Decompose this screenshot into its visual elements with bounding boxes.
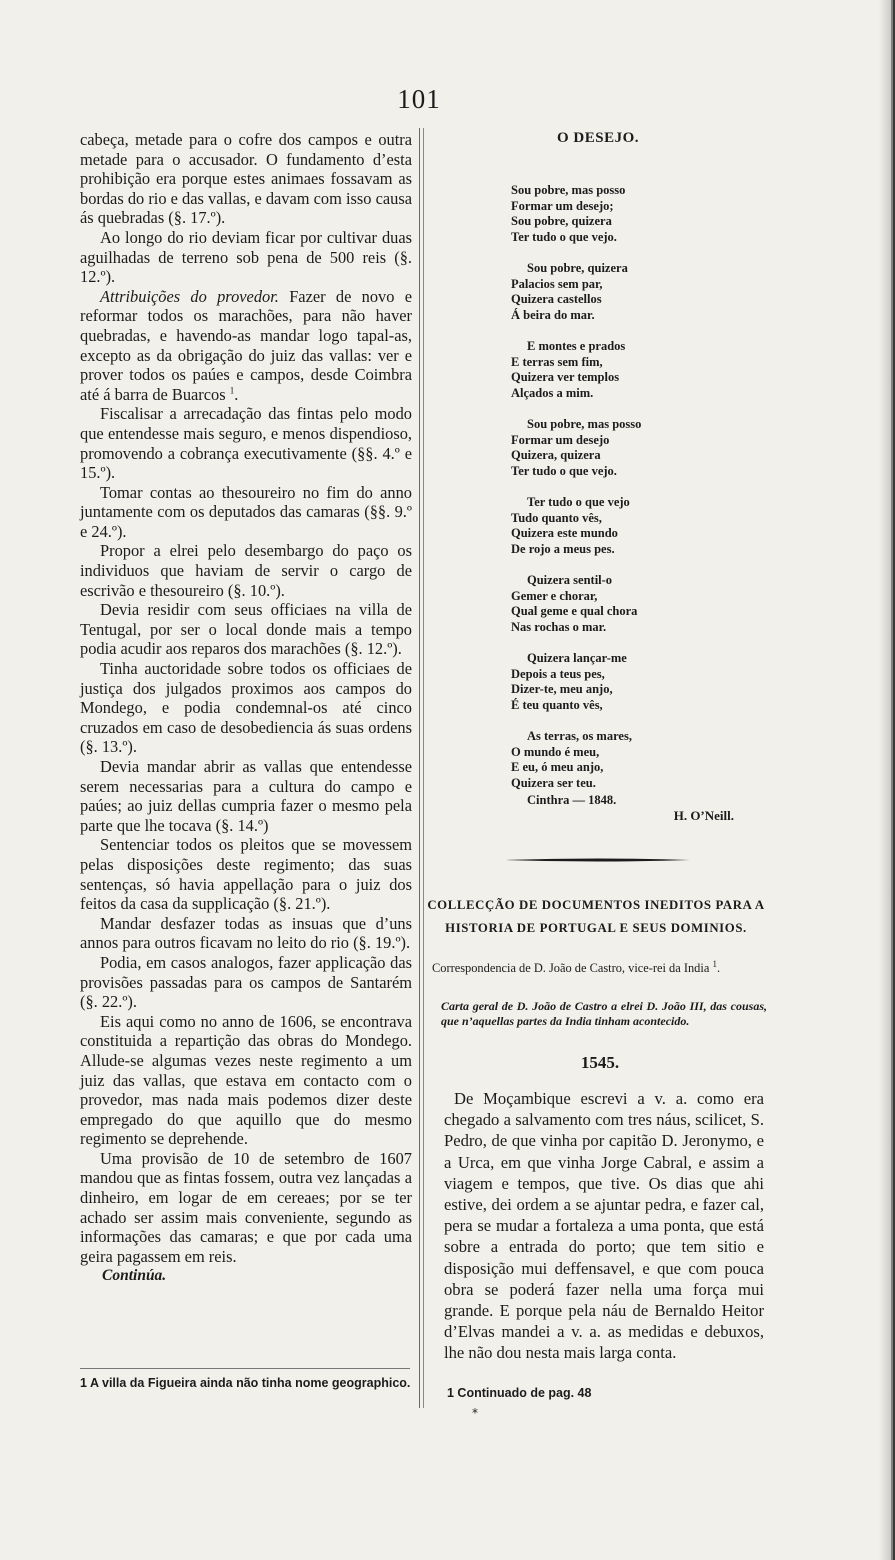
asterisk-mark: *	[472, 1406, 478, 1420]
page-number: 101	[397, 84, 441, 114]
poem-line: Sou pobre, mas posso	[527, 417, 642, 431]
left-paragraph-text: Fazer de novo e reformar todos os marachões, para não haver quebradas, e havendo-as mandar logo tapal-as, excepto as da obrigação do juiz das vallas: ver e prover todos os paúes e campos, desde Coimbra até á barra de Buarcos	[80, 286, 413, 404]
correspondence-line: Correspondencia de D. João de Castro, vice-rei da India $^1$.	[432, 958, 721, 975]
poem-line: Gemer e chorar,	[511, 588, 598, 603]
poem-stanza	[511, 729, 764, 791]
footnote-rule-left	[80, 1368, 410, 1369]
poem-line: Palacios sem par,	[511, 276, 603, 291]
column-divider	[419, 128, 420, 1408]
poem-date: Cinthra — 1848.	[527, 793, 617, 807]
poem-line: Ter tudo o que vejo	[527, 495, 630, 509]
poem-title: O DESEJO.	[556, 130, 640, 146]
poem-stanza	[511, 651, 764, 713]
letter-year: 1545.	[580, 1053, 620, 1072]
footnote-marker: 1	[229, 385, 235, 396]
left-paragraph: Propor a elrei pelo desembargo do paço os individuos que haviam de servir o cargo de escrivão e thesoureiro (§. 10.º).	[80, 541, 412, 600]
poem-line: Ter tudo o que vejo.	[511, 463, 617, 478]
left-paragraph: Devia mandar abrir as vallas que entendesse serem necessarias para a cultura do campo e paúes; ao juiz dellas cumpria fazer o mesmo pela parte que lhe tocava (§. 14.º)	[80, 757, 412, 835]
poem-stanza	[511, 339, 764, 401]
poem-line: Quizera ser teu.	[511, 775, 596, 790]
left-paragraph: Fiscalisar a arrecadação das fintas pelo modo que entendesse mais seguro, e menos dispendioso, promovendo a cobrança executivamente (§§. 4.º e 15.º).	[80, 404, 412, 483]
letter-heading: Carta geral de D. João de Castro a elrei D. João III, das cousas, que n’aquellas partes da India tinham acontecido.	[441, 999, 767, 1028]
ornamental-rule	[506, 857, 690, 863]
poem-stanza	[511, 495, 764, 557]
poem-line: E eu, ó meu anjo,	[511, 760, 604, 774]
footnote-right: 1 Continuado de pag. 48	[447, 1386, 592, 1400]
left-paragraph: Tinha auctoridade sobre todos os officiaes de justiça dos julgados proximos aos campos do Mondego, e podia condemnal-os até cinco cruzados em caso de desobediencia ás suas ordens (§. 13.º).	[80, 659, 412, 757]
footnote-marker: 1	[712, 958, 717, 969]
left-paragraph: Tomar contas ao thesoureiro no fim do anno juntamente com os deputados das camaras (§§. 9.º e 24.º).	[80, 482, 412, 541]
poem-line: Tudo quanto vês,	[511, 510, 602, 525]
left-paragraph: Devia residir com seus officiaes na villa de Tentugal, por ser o local donde mais a tempo podia acudir aos reparos dos marachões (§. 12.º).	[80, 600, 412, 659]
poem-stanza	[511, 183, 764, 245]
left-column	[80, 130, 412, 1286]
poem-line: Alçados a mim.	[511, 385, 594, 400]
left-paragraph: Ao longo do rio deviam ficar por cultivar duas aguilhadas de terreno sob pena de 500 reis (§. 12.º).	[80, 227, 412, 287]
poem-line: Formar um desejo;	[511, 198, 614, 213]
poem-line: Sou pobre, quizera	[511, 214, 612, 228]
left-paragraph: Eis aqui como no anno de 1606, se encontrava constituida a repartição das obras do Mondego. Allude-se algumas vezes neste regimento a um juiz das vallas, que estava em contacto com o provedor, mas nada mais podemos dizer deste empregado do que aquillo que do mesmo regimento se deprehende.	[80, 1011, 412, 1149]
letter-body	[444, 1088, 764, 1364]
continua-label: Continúa.	[102, 1267, 167, 1285]
poem-line: Quizera sentil-o	[527, 573, 613, 587]
poem-line: Nas rochas o mar.	[511, 619, 607, 634]
column-divider	[423, 128, 424, 1408]
poem-stanza	[511, 573, 764, 635]
poem-line: Á beira do mar.	[511, 307, 595, 322]
poem-line: Quizera castellos	[511, 292, 602, 306]
poem-line: Sou pobre, quizera	[527, 261, 628, 275]
left-paragraph: Uma provisão de 10 de setembro de 1607 mandou que as fintas fossem, outra vez lançadas a dinheiro, em logar de em cereaes; por se ter achado ser assim mais conveniente, segundo as informações das camaras; e que por cada uma geira pagassem em reis.	[80, 1148, 412, 1266]
poem-stanza	[511, 417, 764, 479]
left-paragraph: Podia, em casos analogos, fazer applicação das provisões passadas para os campos de Santarém (§. 22.º).	[80, 952, 412, 1012]
left-paragraph: Sentenciar todos os pleitos que se movessem pelas disposições deste regimento; das suas sentenças, só havia appellação para o juiz dos feitos da casa da supplicação (§. 21.º).	[80, 835, 412, 914]
collection-title-line: COLLECÇÃO DE DOCUMENTOS INEDITOS PARA A	[427, 898, 765, 912]
poem-stanza	[511, 261, 764, 323]
poem-line: E terras sem fim,	[511, 354, 603, 369]
collection-title-line: HISTORIA DE PORTUGAL E SEUS DOMINIOS.	[445, 921, 747, 935]
poem-line: E montes e prados	[527, 339, 626, 353]
collection-title	[426, 894, 766, 940]
poem-line: O mundo é meu,	[511, 744, 600, 759]
poem-line: Qual geme e qual chora	[511, 604, 638, 618]
page-edge-shadow	[879, 0, 893, 1560]
left-paragraph-attribuicoes: Attribuições do provedor. Fazer de novo e reformar todos os marachões, para não haver quebradas, e havendo-as mandar logo tapal-as, excepto as da obrigação do juiz das vallas: ver e prover todos os paúes e campos, desde Coimbra até á barra de Buarcos $^1$.	[80, 286, 413, 404]
poem-line: Ter tudo o que vejo.	[511, 229, 617, 244]
left-paragraph: Mandar desfazer todas as insuas que d’uns annos para outros ficavam no leito do rio (§. 19.º).	[80, 913, 412, 953]
italic-lead: Attribuições do provedor.	[100, 286, 279, 306]
poem-line: Formar um desejo	[511, 432, 610, 447]
poem-line: Quizera este mundo	[511, 526, 618, 540]
right-column	[432, 128, 764, 824]
left-paragraph: cabeça, metade para o cofre dos campos e outra metade para o accusador. O fundamento d’esta prohibição era porque estes animaes fossavam as bordas do rio e das vallas, e davam com isso causa ás quebradas (§. 17.º).	[80, 130, 412, 228]
poem-line: Quizera, quizera	[511, 448, 601, 462]
poem-line: Depois a teus pes,	[511, 666, 605, 681]
poem-line: Dizer-te, meu anjo,	[511, 682, 613, 696]
poem-line: Quizera ver templos	[511, 370, 620, 384]
poem	[432, 183, 764, 809]
letter-paragraph: De Moçambique escrevi a v. a. como era chegado a salvamento com tres náus, scilicet, S. Pedro, de que vinha por capitão D. Jeronymo, e a Urca, em que vinha Jorge Cabral, e assim a viagem e tempos, que tive. Os dias que ahi estive, dei ordem a se ajuntar pedra, e fazer cal, pera se mudar a fortaleza a uma ponta, que está sobre a entrada do porto; que tem sitio e disposição mui deffensavel, e que com pouca obra se poderá fazer nella uma força mui grande. E porque pela náu de Bernaldo Heitor d’Elvas mandei a v. a. as medidas e debuxos, lhe não dou nesta mais larga conta.	[444, 1089, 764, 1363]
poem-line: Sou pobre, mas posso	[511, 183, 626, 197]
poem-line: De rojo a meus pes.	[511, 541, 615, 556]
correspondence-text: Correspondencia de D. João de Castro, vice-rei da India	[432, 961, 710, 975]
footnote-left: 1 A villa da Figueira ainda não tinha nome geographico.	[80, 1376, 411, 1390]
poem-author: H. O’Neill.	[673, 807, 734, 823]
poem-line: Quizera lançar-me	[527, 651, 627, 665]
poem-line: As terras, os mares,	[527, 729, 632, 743]
poem-line: É teu quanto vês,	[511, 697, 603, 712]
